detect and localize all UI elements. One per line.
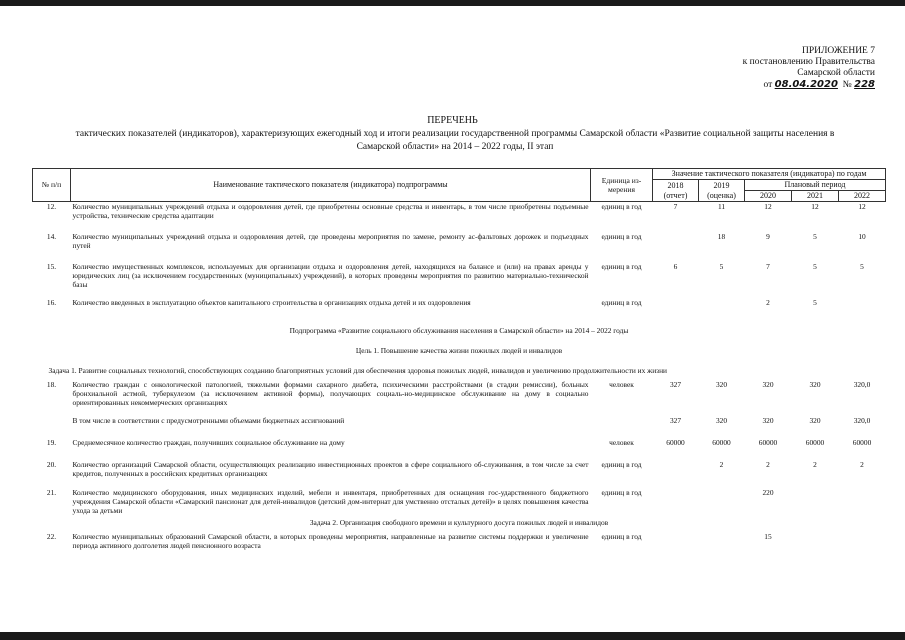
row-unit: единиц в год: [601, 487, 642, 497]
appendix-block: [743, 46, 875, 91]
document-title: ПЕРЕЧЕНЬ: [427, 115, 478, 126]
value-2020: 7: [766, 261, 770, 271]
col-header-2021: 2021: [792, 191, 839, 202]
table-row: [33, 488, 886, 518]
value-2020: 320: [762, 379, 774, 389]
appendix-region: Самарской области: [797, 68, 875, 78]
row-no: 15.: [46, 261, 57, 271]
col-header-planned: Плановый период: [745, 180, 886, 191]
document-subtitle: тактических показателей (индикаторов), характеризующих ежегодный ход и итоги реализации государственной программы Самарской области «Развитие социальной защиты населения в Самарской области» на 2014 – 2022 годы, II этап: [75, 129, 835, 152]
row-unit: человек: [609, 437, 634, 447]
value-2018: 327: [669, 415, 682, 425]
row-no: 21.: [46, 487, 57, 497]
decree-date: 08.04.2020: [774, 79, 838, 90]
row-unit: человек: [609, 379, 634, 389]
value-2021: 5: [813, 297, 817, 307]
value-2021: 5: [813, 261, 817, 271]
value-2019: 60000: [712, 437, 731, 447]
table-row: [33, 232, 886, 262]
value-2018: 60000: [666, 437, 685, 447]
row-no: 18.: [46, 379, 57, 389]
col-header-name: Наименование тактического показателя (индикатора) подпрограммы: [71, 169, 591, 202]
value-2019: 320: [715, 415, 728, 425]
col-header-2019: [699, 180, 745, 202]
task-row: [33, 518, 886, 532]
value-2021: 12: [811, 202, 819, 211]
value-2020: 320: [762, 415, 774, 425]
value-2018: 7: [673, 202, 678, 211]
goal-row: [33, 346, 886, 366]
row-name: Количество муниципальных учреждений отдыха и оздоровления детей, где проведены мероприятия по замене, ремонту ас-фальтовых дорожек и подъездных путей: [72, 231, 589, 250]
row-unit: единиц в год: [601, 297, 642, 307]
row-no: [33, 416, 71, 438]
decree-number: 228: [854, 79, 875, 90]
table-row: [33, 298, 886, 326]
year-2019: 2019: [713, 181, 730, 190]
value-2021: [792, 488, 839, 518]
row-no: 19.: [46, 437, 57, 447]
row-no: 20.: [46, 459, 57, 469]
appendix-decree: к постановлению Правительства: [742, 57, 875, 67]
value-2019: 5: [719, 261, 724, 271]
value-2019: 11: [717, 202, 726, 211]
value-2022: 320,0: [853, 379, 871, 389]
value-2022: 12: [858, 202, 866, 211]
value-2021: 5: [813, 231, 817, 241]
row-no: 12.: [46, 202, 57, 211]
table-row: [33, 262, 886, 298]
appendix-date-line: [743, 79, 875, 91]
year-2018: 2018: [667, 181, 684, 190]
value-2021: 320: [809, 379, 821, 389]
top-scan-edge: [0, 0, 905, 6]
number-prefix: №: [842, 80, 852, 90]
row-name: Количество муниципальных образований Самарской области, в которых проведены мероприятия, направленные на развитие системы поддержки и увеличение периода активного долголетия людей пенсионного возраста: [72, 531, 589, 550]
value-2022: 320,0: [853, 415, 871, 425]
col-header-unit: Единица из-мерения: [591, 169, 653, 202]
row-unit: единиц в год: [601, 459, 642, 469]
row-no: 14.: [46, 231, 57, 241]
value-2019: [699, 298, 745, 326]
row-name: Количество муниципальных учреждений отдыха и оздоровления детей, где приобретены основные средства и инвентарь, в том числе приобретены подъемные устройства, технические средства адаптации: [72, 202, 589, 220]
value-2021: 320: [809, 415, 821, 425]
value-2022: 2: [860, 459, 864, 469]
task-2-title: Задача 2. Организация свободного времени и культурного досуга пожилых людей и инвалидов: [309, 517, 609, 527]
year-2018-note: (отчет): [663, 190, 688, 200]
from-prefix: от: [763, 80, 773, 90]
row-name: Среднемесячное количество граждан, получивших социальное обслуживание на дому: [72, 437, 345, 447]
value-2021: [792, 532, 839, 558]
value-2019: [699, 488, 745, 518]
table-row: [33, 438, 886, 460]
year-2019-note: (оценка): [707, 190, 736, 200]
row-unit: [591, 416, 653, 438]
value-2019: [699, 532, 745, 558]
row-name: Количество медицинского оборудования, иных медицинских изделий, мебели и инвентаря, приобретенных для оснащения гос-ударственного бюджетного учреждения Самарской области «Самарский пансионат для детей-инвалидов (детский дом-интернат для умственно отсталых детей)» в целях повышения качества ухода за детьми: [72, 487, 589, 515]
table-row: [33, 460, 886, 488]
goal-title: Цель 1. Повышение качества жизни пожилых людей и инвалидов: [355, 345, 563, 355]
value-2021: 60000: [805, 437, 825, 447]
value-2019: 2: [719, 459, 724, 469]
value-2020: 12: [764, 202, 772, 211]
value-2020: 2: [766, 459, 770, 469]
row-unit: единиц в год: [601, 202, 642, 211]
col-header-2018: [653, 180, 699, 202]
subprogram-title: Подпрограмма «Развитие социального обслуживания населения в Самарской области» на 2014 – 2022 годы: [289, 325, 629, 335]
row-unit: единиц в год: [601, 261, 642, 271]
col-header-2022: 2022: [839, 191, 886, 202]
value-2019: 320: [715, 379, 728, 389]
value-2020: 9: [766, 231, 770, 241]
col-header-no: № п/п: [33, 169, 71, 202]
value-2018: [653, 460, 699, 488]
row-unit: единиц в год: [601, 531, 642, 541]
col-header-values: Значение тактического показателя (индикатора) по годам: [653, 169, 886, 180]
appendix-title: ПРИЛОЖЕНИЕ 7: [801, 46, 875, 56]
row-name: Количество введенных в эксплуатацию объектов капитального строительства в организациях отдыха детей и их оздоровления: [72, 297, 471, 307]
value-2022: [839, 532, 886, 558]
row-no: 22.: [46, 531, 57, 541]
row-unit: единиц в год: [601, 231, 642, 241]
value-2018: 327: [669, 379, 682, 389]
value-2020: 2: [766, 297, 770, 307]
value-2021: 2: [813, 459, 817, 469]
value-2020: 220: [762, 487, 774, 497]
col-header-2020: 2020: [745, 191, 792, 202]
value-2020: 60000: [758, 437, 778, 447]
value-2018: [653, 488, 699, 518]
value-2022: 10: [858, 231, 866, 241]
value-2022: [839, 298, 886, 326]
table-row: [33, 416, 886, 438]
row-no: 16.: [46, 297, 57, 307]
value-2022: 60000: [852, 437, 872, 447]
row-name: В том числе в соответствии с предусмотренными объемами бюджетных ассигнований: [72, 415, 345, 425]
row-name: Количество организаций Самарской области, осуществляющих реализацию инвестиционных проектов в сфере социального об-служивания, в том числе за счет кредитов, полученных в российских кредитных организациях: [72, 459, 589, 478]
subprogram-row: [33, 326, 886, 346]
task-row: [33, 366, 886, 380]
value-2022: [839, 488, 886, 518]
value-2018: 6: [673, 261, 678, 271]
row-name: Количество имущественных комплексов, используемых для организации отдыха и оздоровления детей, находящихся на балансе и (или) на правах аренды у юридических лиц (за исключением государственных (муниципальных) учреждений), в которых проведены мероприятия по развитию материально-технической базы: [72, 261, 589, 289]
task-1-title: Задача 1. Развитие социальных технологий, способствующих созданию благоприятных условий для обеспечения здоровья пожилых людей, инвалидов и увеличению продолжительности их жизни: [48, 365, 668, 375]
value-2020: 15: [764, 531, 772, 541]
table-row: [33, 202, 886, 232]
value-2018: [653, 298, 699, 326]
indicators-table: [32, 168, 886, 558]
table-row: [33, 380, 886, 416]
value-2018: [653, 532, 699, 558]
table-row: [33, 532, 886, 558]
bottom-scan-edge: [0, 632, 905, 640]
value-2019: 18: [717, 231, 726, 241]
value-2022: 5: [860, 261, 864, 271]
value-2018: [653, 232, 699, 262]
row-name: Количество граждан с онкологической патологией, тяжелыми формами сахарного диабета, психическими расстройствами (в стадии ремиссии), больных бронхиальной астмой, туберкулезом (за исключением активной формы), получающих социаль-но-медицинское обслуживание на дому в социально ориентированных некоммерческих организациях: [72, 379, 589, 407]
